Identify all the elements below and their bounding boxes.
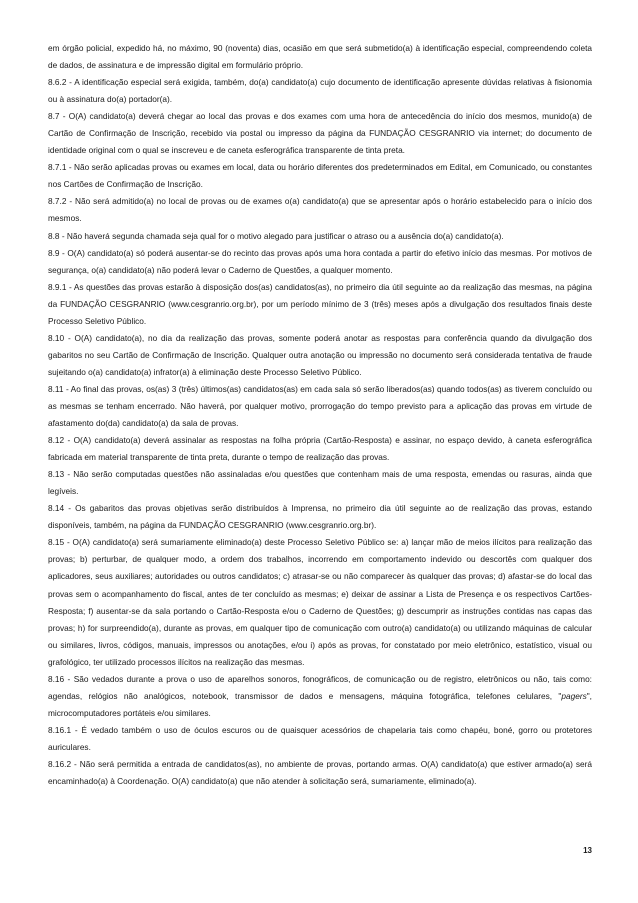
paragraph-8-7-1: 8.7.1 - Não serão aplicadas provas ou exames em local, data ou horário diferentes dos predeterminados em Edital, em Comunicado, ou constantes nos Cartões de Confirmação de Inscrição. [48,162,592,190]
paragraph-8-16-text: 8.16 - São vedados durante a prova o uso de aparelhos sonoros, fonográficos, de comunicação ou de registro, eletrônicos ou não, tais como: agendas, relógios não analógicos, notebook, transmissor de dados e mensagens, máquina fotográfica, telefones celulares, " [48,673,592,701]
paragraph-continuation: em órgão policial, expedido há, no máximo, 90 (noventa) dias, ocasião em que será submetido(a) à identificação especial, compreendendo coleta de dados, de assinatura e de impressão digital em formulário próprio. [48,43,592,71]
paragraph-8-7-2: 8.7.2 - Não será admitido(a) no local de provas ou de exames o(a) candidato(a) que se apresentar após o horário estabelecido para o início dos mesmos. [48,196,592,224]
page-number: 13 [583,846,592,855]
paragraph-8-14: 8.14 - Os gabaritos das provas objetivas serão distribuídos à Imprensa, no primeiro dia útil seguinte ao de realização das provas, estando disponíveis, também, na página da FUNDAÇÃO CESGRANRIO (www.cesgranrio.org.br). [48,503,592,531]
document-body [48,40,592,790]
paragraph-8-7: 8.7 - O(A) candidato(a) deverá chegar ao local das provas e dos exames com uma hora de antecedência do início dos mesmos, munido(a) de Cartão de Confirmação de Inscrição, recebido via postal ou impresso da página da FUNDAÇÃO CESGRANRIO via internet; do documento de identidade original com o qual se inscreveu e de caneta esferográfica transparente de tinta preta. [48,111,592,156]
paragraph-8-10: 8.10 - O(A) candidato(a), no dia da realização das provas, somente poderá anotar as respostas para conferência quando da divulgação dos gabaritos no seu Cartão de Confirmação de Inscrição. Qualquer outra anotação ou impressão no documento será considerada tentativa de fraude sujeitando o(a) candidato(a) infrator(a) à eliminação deste Processo Seletivo Público. [48,332,592,377]
paragraph-8-9-1: 8.9.1 - As questões das provas estarão à disposição dos(as) candidatos(as), no primeiro dia útil seguinte ao da realização das mesmas, na página da FUNDAÇÃO CESGRANRIO (www.cesgranrio.org.br), por um período mínimo de 3 (três) meses após a divulgação dos resultados finais deste Processo Seletivo Público. [48,281,592,326]
paragraph-8-15: 8.15 - O(A) candidato(a) será sumariamente eliminado(a) deste Processo Seletivo Público se: a) lançar mão de meios ilícitos para realização das provas; b) perturbar, de qualquer modo, a ordem dos trabalhos, incorrendo em comportamento indevido ou descortês com qualquer dos aplicadores, seus auxiliares; autoridades ou outros candidatos; c) atrasar-se ou não comparecer às qualquer das provas; d) afastar-se do local das provas sem o acompanhamento do fiscal, antes de ter concluído as mesmas; e) deixar de assinar a Lista de Presença e os respectivos Cartões-Resposta; f) ausentar-se da sala portando o Cartão-Resposta e/ou o Caderno de Questões; g) descumprir as instruções contidas nas capas das provas; h) for surpreendido(a), durante as provas, em qualquer tipo de comunicação com outro(a) candidato(a) ou utilizando máquinas de calcular ou similares, livros, códigos, manuais, impressos ou anotações, e/ou i) após as provas, for constatado por meio eletrônico, estatístico, visual ou grafológico, ter utilizado processos ilícitos na realização das mesmas. [48,537,592,667]
paragraph-8-13: 8.13 - Não serão computadas questões não assinaladas e/ou questões que contenham mais de uma resposta, emendas ou rasuras, ainda que legíveis. [48,469,592,497]
paragraph-8-11: 8.11 - Ao final das provas, os(as) 3 (três) últimos(as) candidatos(as) em cada sala só serão liberados(as) quando todos(as) as tiverem concluído ou as mesmas se tenham encerrado. Não haverá, por qualquer motivo, prorrogação do tempo previsto para a aplicação das provas em virtude de afastamento do(da) candidato(a) da sala de provas. [48,383,592,429]
paragraph-8-12: 8.12 - O(A) candidato(a) deverá assinalar as respostas na folha própria (Cartão-Resposta) e assinar, no espaço devido, à caneta esferográfica fabricada em material transparente de tinta preta, durante o tempo de realização das provas. [48,435,592,463]
paragraph-8-16-2: 8.16.2 - Não será permitida a entrada de candidatos(as), no ambiente de provas, portando armas. O(A) candidato(a) que estiver armado(a) será encaminhado(a) à Coordenação. O(A) candidato(a) que não atender à solicitação será, sumariamente, eliminado(a). [48,758,592,787]
paragraph-8-8: 8.8 - Não haverá segunda chamada seja qual for o motivo alegado para justificar o atraso ou a ausência do(a) candidato(a). [48,230,504,241]
paragraph-8-6-2: 8.6.2 - A identificação especial será exigida, também, do(a) candidato(a) cujo documento de identificação apresente dúvidas relativas à fisionomia ou à assinatura do(a) portador(a). [48,77,592,105]
paragraph-8-9: 8.9 - O(A) candidato(a) só poderá ausentar-se do recinto das provas após uma hora contada a partir do efetivo início das mesmas. Por motivos de segurança, o(a) candidato(a) não poderá levar o Caderno de Questões, a qualquer momento. [48,247,592,275]
paragraph-8-16-1: 8.16.1 - É vedado também o uso de óculos escuros ou de quaisquer acessórios de chapelaria tais como chapéu, boné, gorro ou protetores auriculares. [48,724,592,752]
paragraph-8-16 [48,671,592,722]
paragraph-8-16-text-end: ", microcomputadores portáteis e/ou similares. [48,690,592,718]
pagers-term: pagers [561,690,587,701]
